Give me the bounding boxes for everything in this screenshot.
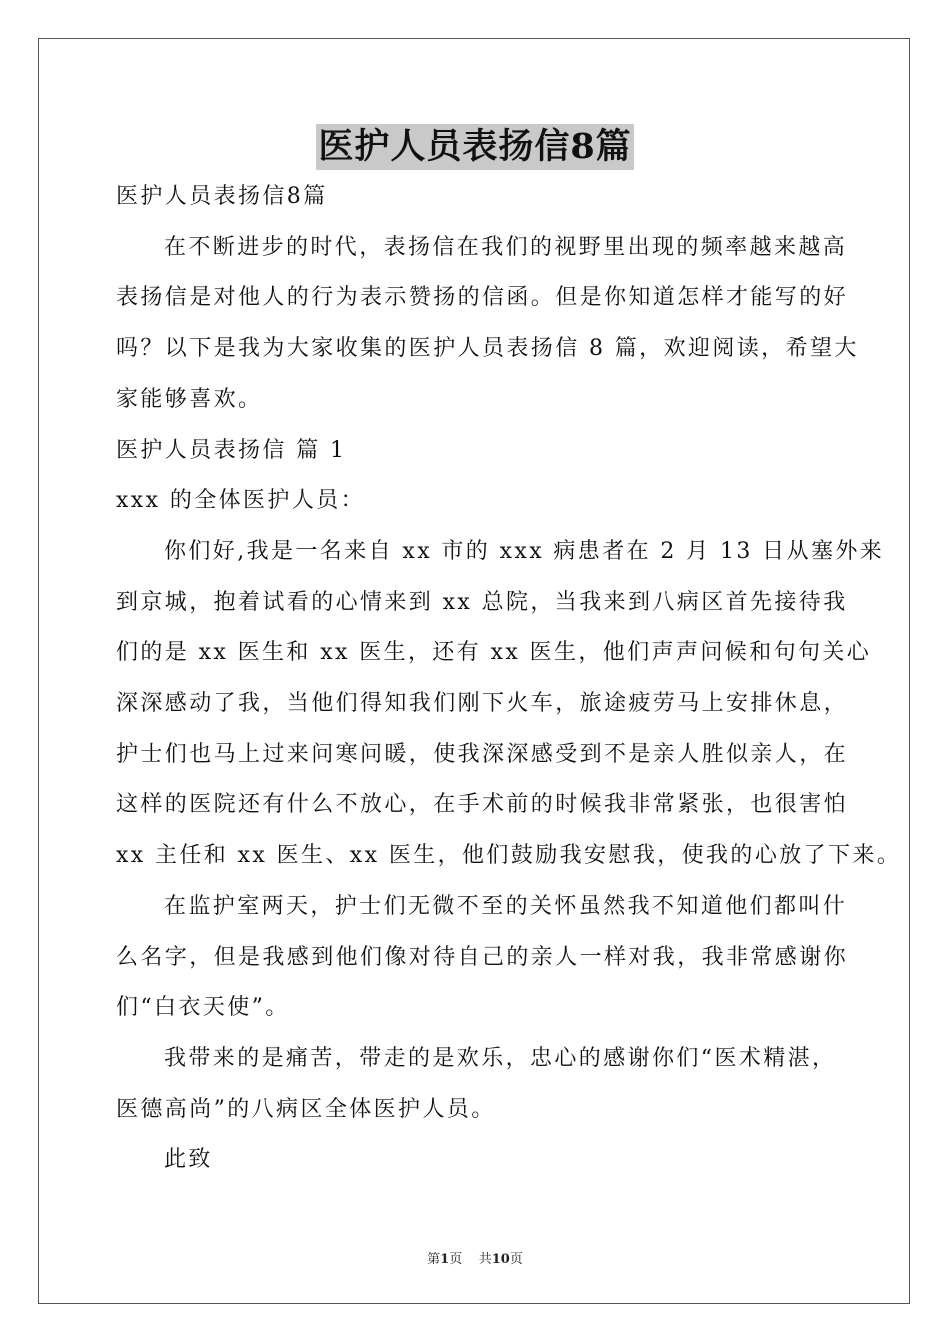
total-pages: 10 [491, 1252, 510, 1267]
text-line: 你们好,我是一名来自 xx 市的 xxx 病患者在 2 月 13 日从塞外来 [164, 538, 885, 564]
title-container [0, 124, 950, 170]
text-line: xxx 的全体医护人员： [116, 488, 366, 514]
page-number: 1 [440, 1252, 450, 1267]
text-line: 在不断进步的时代，表扬信在我们的视野里出现的频率越来越高 [164, 234, 848, 260]
document-body [116, 172, 902, 1186]
page-prefix: 第 [427, 1252, 441, 1267]
document-title: 医护人员表扬信8篇 [316, 124, 633, 170]
total-suffix: 页 [509, 1252, 523, 1267]
text-line: 此致 [164, 1147, 213, 1173]
text-line: 家能够喜欢。 [116, 386, 263, 412]
text-line: 医德高尚”的八病区全体医护人员。 [116, 1096, 496, 1122]
text-line: 深深感动了我，当他们得知我们刚下火车，旅途疲劳马上安排休息， [116, 691, 849, 717]
text-line: 在监护室两天，护士们无微不至的关怀虽然我不知道他们都叫什 [164, 893, 848, 919]
text-line: 吗？以下是我为大家收集的医护人员表扬信 8 篇，欢迎阅读，希望大 [116, 336, 859, 362]
text-line: 这样的医院还有什么不放心，在手术前的时候我非常紧张，也很害怕 [116, 792, 849, 818]
text-line: 么名字，但是我感到他们像对待自己的亲人一样对我，我非常感谢你 [116, 944, 849, 970]
text-line: 表扬信是对他人的行为表示赞扬的信函。但是你知道怎样才能写的好 [116, 285, 849, 311]
total-prefix: 共 [478, 1252, 492, 1267]
text-line: 们“白衣天使”。 [116, 995, 290, 1021]
text-line: 医护人员表扬信 篇 1 [116, 437, 347, 463]
page-footer [0, 1248, 950, 1267]
text-line: 们的是 xx 医生和 xx 医生，还有 xx 医生，他们声声问候和句句关心 [116, 640, 872, 666]
page-suffix: 页 [449, 1252, 463, 1267]
text-line: xx 主任和 xx 医生、xx 医生，他们鼓励我安慰我，使我的心放了下来。 [116, 843, 902, 869]
text-line: 护士们也马上过来问寒问暖，使我深深感受到不是亲人胜似亲人，在 [116, 741, 849, 767]
text-line: 医护人员表扬信8篇 [116, 184, 328, 209]
text-line: 我带来的是痛苦，带走的是欢乐，忠心的感谢你们“医术精湛， [164, 1045, 837, 1071]
text-line: 到京城，抱着试看的心情来到 xx 总院，当我来到八病区首先接待我 [116, 589, 848, 615]
